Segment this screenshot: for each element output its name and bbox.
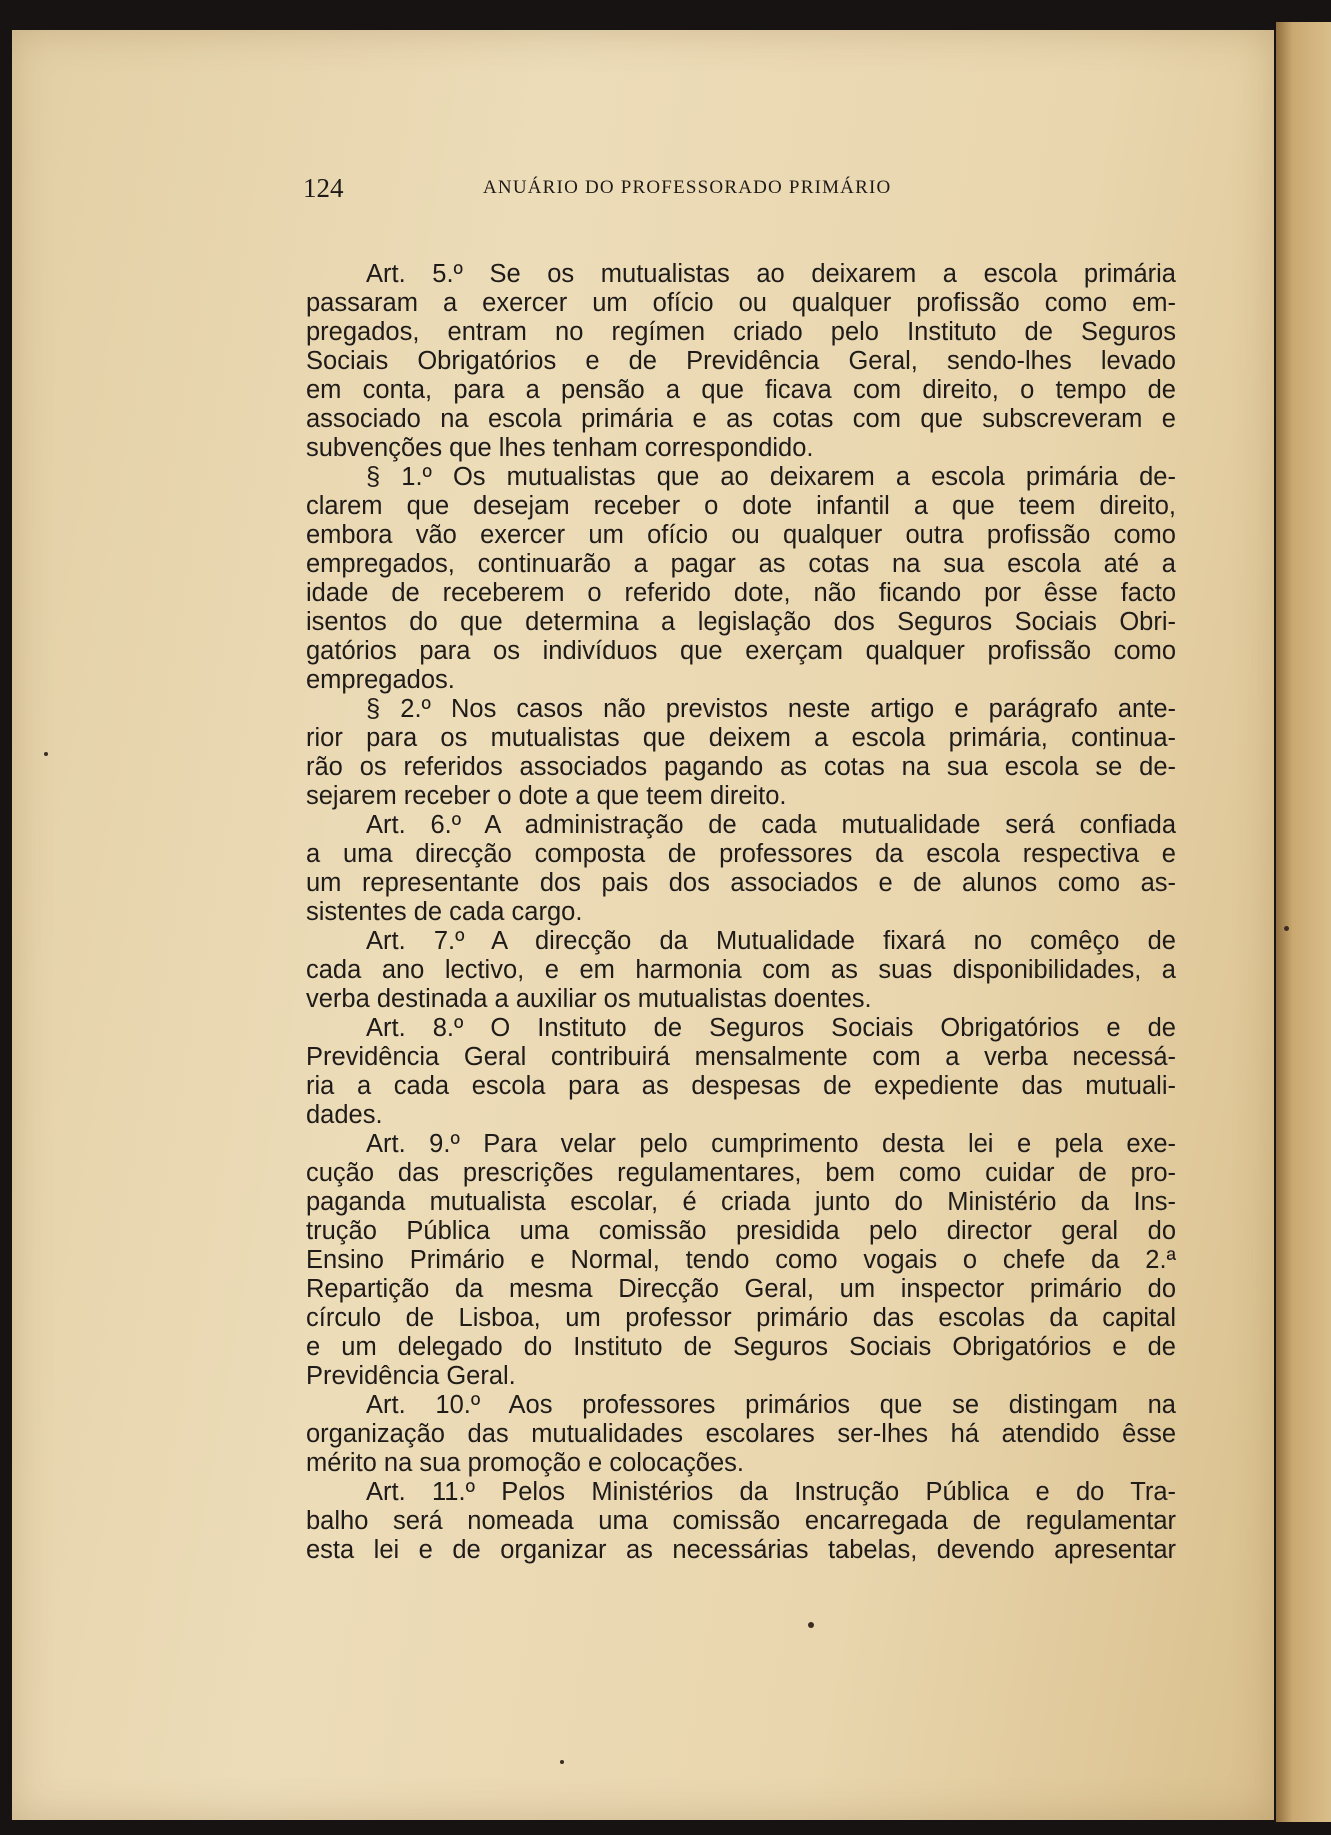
text-line: empregados, continuarão a pagar as cotas na sua escola até a [306, 550, 1176, 578]
paper-speck [44, 752, 48, 756]
text-line: Art. 9.º Para velar pelo cumprimento desta lei e pela exe- [366, 1130, 1176, 1158]
text-line: Art. 11.º Pelos Ministérios da Instrução Pública e do Tra- [366, 1478, 1176, 1506]
text-line: paganda mutualista escolar, é criada junto do Ministério da Ins- [306, 1188, 1176, 1216]
page-number: 124 [303, 173, 344, 203]
text-line: e um delegado do Instituto de Seguros Sociais Obrigatórios e de [306, 1333, 1176, 1361]
text-line: Previdência Geral contribuirá mensalmente com a verba necessá- [306, 1043, 1176, 1071]
text-line: em conta, para a pensão a que ficava com direito, o tempo de [306, 376, 1176, 404]
text-line: Art. 7.º A direcção da Mutualidade fixará no comêço de [366, 927, 1176, 955]
text-line: círculo de Lisboa, um professor primário das escolas da capital [306, 1304, 1176, 1332]
text-line: idade de receberem o referido dote, não ficando por êsse facto [306, 579, 1176, 607]
text-line: organização das mutualidades escolares ser-lhes há atendido êsse [306, 1420, 1176, 1448]
text-line: isentos do que determina a legislação dos Seguros Sociais Obri- [306, 608, 1176, 636]
text-line: Previdência Geral. [306, 1362, 516, 1390]
text-line: gatórios para os indivíduos que exerçam qualquer profissão como [306, 637, 1176, 665]
text-line: rão os referidos associados pagando as cotas na sua escola se de- [306, 753, 1176, 781]
text-line: § 2.º Nos casos não previstos neste artigo e parágrafo ante- [366, 695, 1176, 723]
adjacent-page-edge [1276, 22, 1331, 1822]
text-line: cada ano lectivo, e em harmonia com as suas disponibilidades, a [306, 956, 1176, 984]
text-line: sejarem receber o dote a que teem direito. [306, 782, 787, 810]
paper-speck [560, 1760, 564, 1764]
text-line: Art. 5.º Se os mutualistas ao deixarem a escola primária [366, 260, 1176, 288]
text-line: Ensino Primário e Normal, tendo como vogais o chefe da 2.ª [306, 1246, 1176, 1274]
text-line: associado na escola primária e as cotas com que subscreveram e [306, 405, 1176, 433]
text-line: Repartição da mesma Direcção Geral, um inspector primário do [306, 1275, 1176, 1303]
text-line: ria a cada escola para as despesas de expediente das mutuali- [306, 1072, 1176, 1100]
text-line: rior para os mutualistas que deixem a escola primária, continua- [306, 724, 1176, 752]
text-line: balho será nomeada uma comissão encarregada de regulamentar [306, 1507, 1176, 1535]
text-line: empregados. [306, 666, 455, 694]
running-head: ANUÁRIO DO PROFESSORADO PRIMÁRIO [483, 177, 892, 198]
text-line: subvenções que lhes tenham correspondido. [306, 434, 814, 462]
text-line: clarem que desejam receber o dote infantil a que teem direito, [306, 492, 1176, 520]
text-line: cução das prescrições regulamentares, bem como cuidar de pro- [306, 1159, 1176, 1187]
text-line: embora vão exercer um ofício ou qualquer outra profissão como [306, 521, 1176, 549]
text-line: § 1.º Os mutualistas que ao deixarem a escola primária de- [366, 463, 1176, 491]
paper-speck [808, 1622, 814, 1628]
text-line: esta lei e de organizar as necessárias tabelas, devendo apresentar [306, 1536, 1176, 1564]
text-line: Art. 6.º A administração de cada mutualidade será confiada [366, 811, 1176, 839]
text-line: Art. 10.º Aos professores primários que se distingam na [366, 1391, 1176, 1419]
text-line: a uma direcção composta de professores da escola respectiva e [306, 840, 1176, 868]
paper-speck [1284, 926, 1289, 931]
page-header [303, 173, 983, 203]
text-line: sistentes de cada cargo. [306, 898, 583, 926]
text-line: trução Pública uma comissão presidida pelo director geral do [306, 1217, 1176, 1245]
text-line: Art. 8.º O Instituto de Seguros Sociais Obrigatórios e de [366, 1014, 1176, 1042]
text-line: passaram a exercer um ofício ou qualquer profissão como em- [306, 289, 1176, 317]
page-body [306, 260, 1176, 1565]
text-line: dades. [306, 1101, 383, 1129]
text-line: pregados, entram no regímen criado pelo Instituto de Seguros [306, 318, 1176, 346]
text-line: mérito na sua promoção e colocações. [306, 1449, 744, 1477]
text-line: verba destinada a auxiliar os mutualistas doentes. [306, 985, 872, 1013]
text-line: um representante dos pais dos associados e de alunos como as- [306, 869, 1176, 897]
text-line: Sociais Obrigatórios e de Previdência Geral, sendo-lhes levado [306, 347, 1176, 375]
